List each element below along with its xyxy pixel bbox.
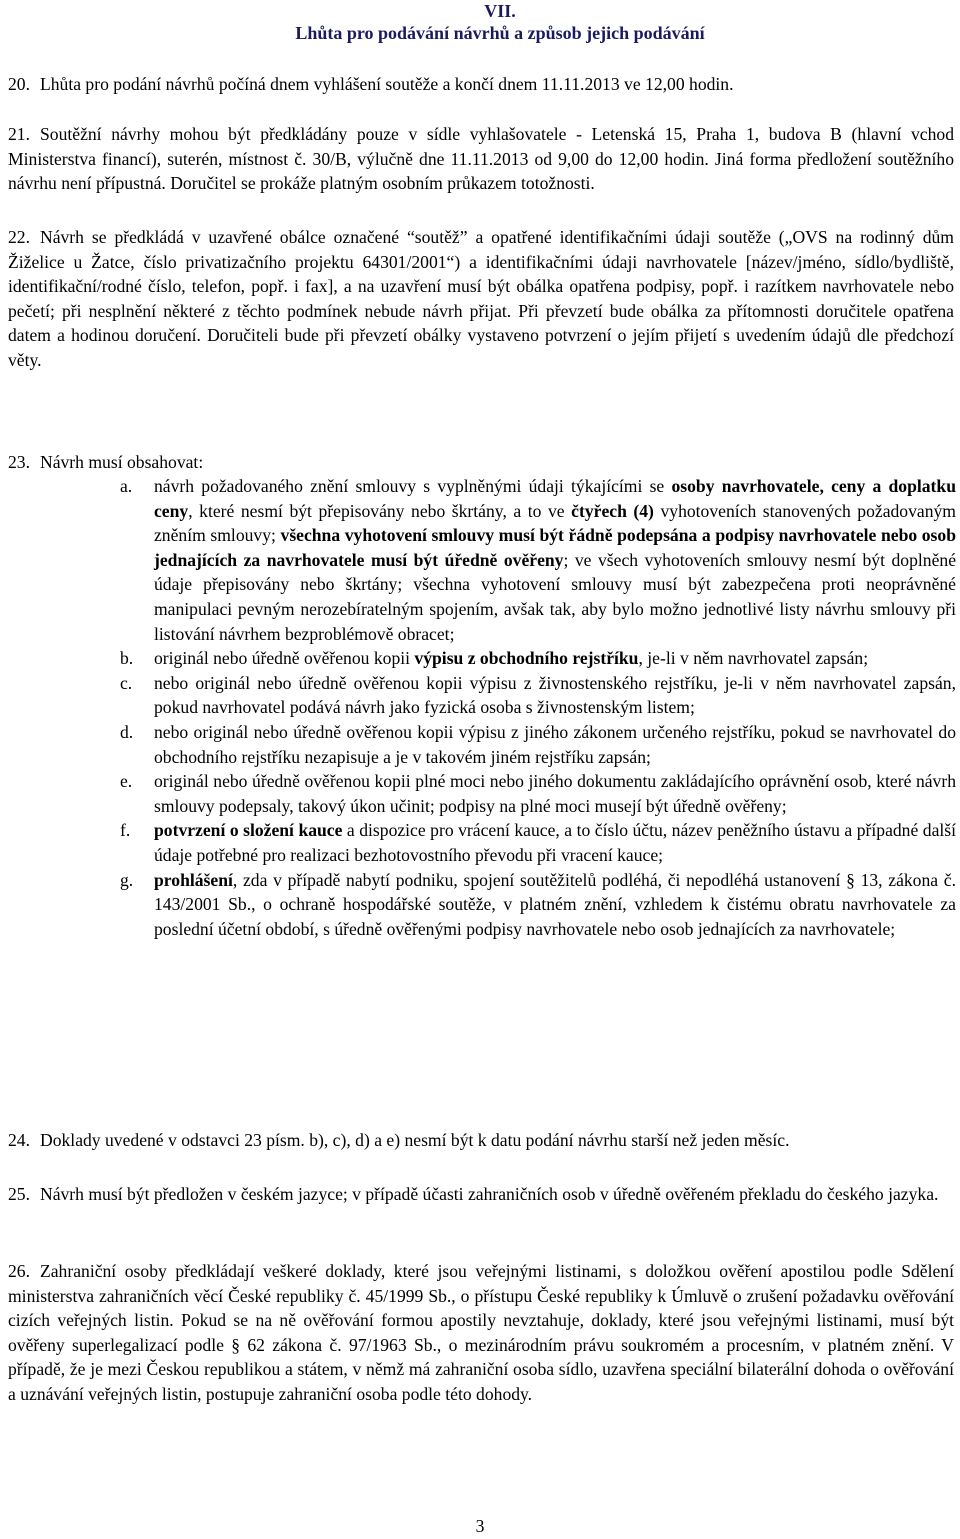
list-item-b [120,646,956,671]
paragraph-text: Návrh musí obsahovat: [40,452,204,472]
paragraph-number: 25. [8,1184,30,1204]
paragraph-20 [8,72,954,97]
section-number: VII. [484,1,516,21]
item-label: b. [120,648,134,669]
item-text: nebo originál nebo úředně ověřenou kopii výpisu z živnostenského rejstříku, je-li v něm navrhovatel zapsán, pokud navrhovatel podává návrh jako fyzická osoba s živnostenským listem; [154,672,956,718]
paragraph-text: Návrh musí být předložen v českém jazyce; v případě účasti zahraničních osob v úředně ověřeném překladu do českého jazyka. [40,1184,939,1204]
item-label: d. [120,721,134,742]
list-item-d [120,720,956,769]
paragraph-text: Návrh se předkládá v uzavřené obálce označené “soutěž” a opatřené identifikačními údaji soutěže („OVS na rodinný dům Žiželice u Žatce, číslo privatizačního projektu 64301/2001“) a identifikačními údaji navrhovatele [název/jméno, sídlo/bydliště, identifikační/rodné číslo, telefon, popř. i fax], a na uzavření musí být obálka opatřena podpisy, popř. i razítkem navrhovatele nebo pečetí; při nesplnění některé z těchto podmínek nebude návrh přijat. Při převzetí bude obálka za přítomnosti doručitele opatřena datem a hodinou doručení. Doručiteli bude při převzetí obálky vystaveno potvrzení o jejím přijetí s uvedením údajů dle předchozí věty. [8,227,954,370]
paragraph-22 [8,225,954,373]
item-text: nebo originál nebo úředně ověřenou kopii výpisu z jiného zákonem určeného rejstříku, pokud se navrhovatel do obchodního rejstříku nezapisuje a je v takovém jiném rejstříku zapsán; [154,721,956,767]
item-text: a dispozice pro vrácení kauce, a to číslo účtu, název peněžního ústavu a případné další údaje potřebné pro realizaci bezhotovostního převodu při vracení kauce; [154,820,957,865]
paragraph-number: 20. [8,74,30,94]
section-title: Lhůta pro podávání návrhů a způsob jejich podávání [295,23,705,43]
paragraph-21 [8,122,954,196]
item-text: , je-li v něm navrhovatel zapsán; [638,648,869,669]
page-number: 3 [475,1516,485,1536]
item-text: originál nebo úředně ověřenou kopii plné moci nebo jiného dokumentu zakládajícího oprávnění osob, které návrh smlouvy podepsaly, takový úkon učinit; podpisy na plné moci musejí být úředně ověřeny; [154,771,956,816]
paragraph-number: 23. [8,452,30,472]
paragraph-text: Lhůta pro podání návrhů počíná dnem vyhlášení soutěže a končí dnem 11.11.2013 ve 12,00 hodin. [40,74,734,94]
item-text: ; ve všech vyhotoveních smlouvy nesmí být doplněné údaje přepisovány nebo škrtány; všechna vyhotovení smlouvy musí být zabezpečena proti neoprávněné manipulaci pevným nerozebíratelným spojením, avšak tak, aby bylo možno jednotlivé listy návrhu smlouvy při listování návrhem bezproblémově obracet; [154,549,956,644]
paragraph-number: 22. [8,227,30,247]
item-text: , zda v případě nabytí podniku, spojení soutěžitelů podléhá, či nepodléhá ustanovení § 13, zákona č. 143/2001 Sb., o ochraně hospodářské soutěže, v platném znění, vzhledem k čistému obratu navrhovatele za poslední účetní období, s úředně ověřenými podpisy navrhovatele nebo osob jednajících za navrhovatele; [154,869,956,939]
item-label: a. [120,476,133,496]
paragraph-26 [8,1259,954,1407]
requirements-list [120,474,956,941]
item-bold-text: čtyřech (4) [571,500,654,521]
paragraph-number: 24. [8,1130,30,1150]
item-text: originál nebo úředně ověřenou kopii [154,648,415,669]
list-item-f [120,818,956,867]
paragraph-text: Doklady uvedené v odstavci 23 písm. b), c), d) a e) nesmí být k datu podání návrhu starší než jeden měsíc. [40,1130,790,1150]
paragraph-24 [8,1128,954,1153]
item-label: c. [120,672,133,693]
paragraph-23 [8,450,954,475]
item-label: g. [120,869,134,890]
item-bold-text: výpisu z obchodního rejstříku [414,648,639,669]
paragraph-text: Soutěžní návrhy mohou být předkládány pouze v sídle vyhlašovatele - Letenská 15, Praha 1, budova B (hlavní vchod Ministerstva financí), suterén, místnost č. 30/B, výlučně dne 11.11.2013 od 9,00 do 12,00 hodin. Jiná forma předložení soutěžního návrhu není přípustná. Doručitel se prokáže platným osobním průkazem totožnosti. [8,124,954,194]
item-label: f. [120,820,131,841]
list-item-c [120,671,956,720]
paragraph-number: 21. [8,124,30,144]
item-bold-text: osoby navrhovatele, ceny a doplatku ceny [154,476,956,521]
item-text: vyhotoveních stanovených požadovaným zněním smlouvy; [154,500,956,546]
item-text: , které nesmí být přepisovány nebo škrtány, a to ve [188,500,572,521]
paragraph-number: 26. [8,1261,30,1281]
item-bold-text: všechna vyhotovení smlouvy musí být řádně podepsána a podpisy navrhovatele nebo osob jednajících za navrhovatele musí být úředně ověřeny [154,525,956,570]
paragraph-25 [8,1182,954,1207]
item-bold-text: prohlášení [154,869,233,890]
list-item-e [120,769,956,818]
list-item-g [120,868,956,942]
list-item-a [120,474,956,646]
item-text: návrh požadovaného znění smlouvy s vyplněnými údaji týkajícími se [154,476,672,496]
paragraph-text: Zahraniční osoby předkládají veškeré doklady, které jsou veřejnými listinami, s doložkou ověření apostilou podle Sdělení ministerstva zahraničních věcí České republiky č. 45/1999 Sb., o přístupu České republiky k Úmluvě o zrušení požadavku ověřování cizích veřejných listin. Pokud se na ně ověřování formou apostily nevztahuje, doklady, které jsou veřejnými listinami, musí být ověřeny superlegalizací podle § 62 zákona č. 97/1963 Sb., o mezinárodním právu soukromém a procesním, v platném znění. V případě, že je mezi Českou republikou a státem, v němž má zahraniční osoba sídlo, uzavřena speciální bilaterální dohoda o ověřování a uznávání veřejných listin, postupuje zahraniční osoba podle této dohody. [8,1261,954,1404]
item-bold-text: potvrzení o složení kauce [154,820,343,841]
item-label: e. [120,771,133,792]
